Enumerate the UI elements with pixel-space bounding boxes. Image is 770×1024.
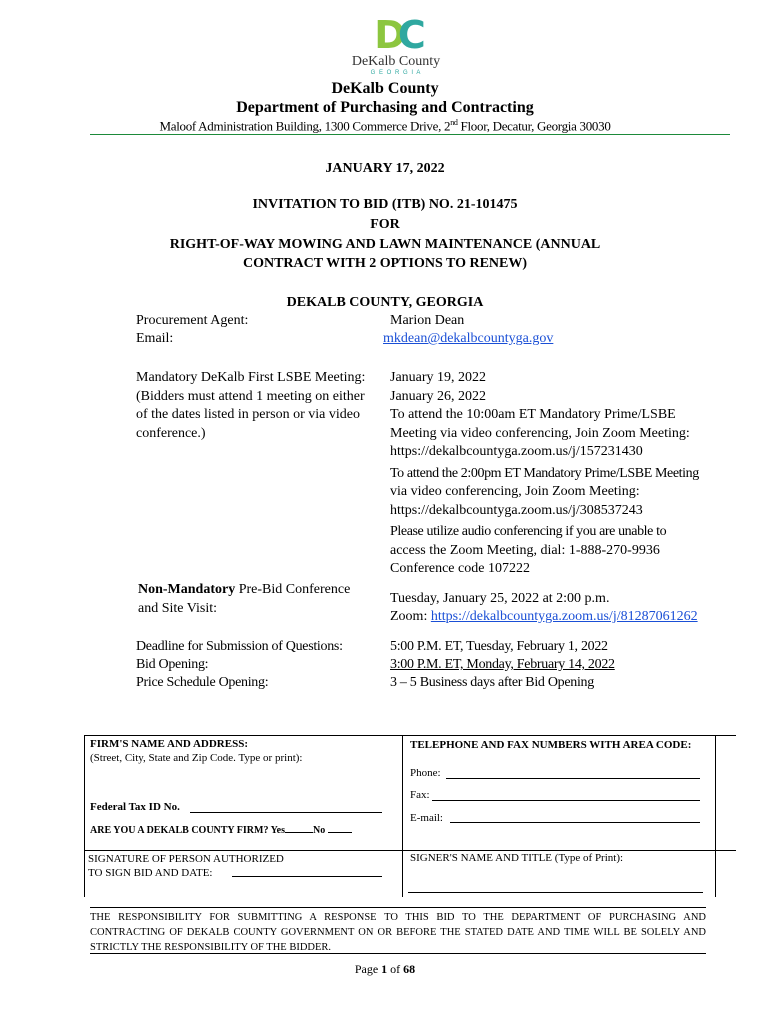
header-rule — [90, 134, 730, 135]
lsbe-detail-line: Please utilize audio conferencing if you are unable to — [390, 524, 667, 539]
lsbe-zoom-url: https://dekalbcountyga.zoom.us/j/157231430 — [390, 444, 643, 459]
address-superscript: nd — [450, 118, 458, 127]
page-of: of — [387, 962, 404, 976]
deadline-label: Deadline for Submission of Questions: — [136, 639, 343, 654]
prebid-label-line2: and Site Visit: — [138, 601, 218, 616]
deadline-value: 3 – 5 Business days after Bid Opening — [390, 675, 594, 690]
signature-label-line: SIGNATURE OF PERSON AUTHORIZED — [88, 853, 284, 865]
firm-name-title: FIRM'S NAME AND ADDRESS: — [90, 738, 248, 750]
prebid-label — [138, 580, 350, 618]
deadline-label: Price Schedule Opening: — [136, 675, 269, 690]
issue-date: JANUARY 17, 2022 — [325, 161, 445, 176]
agent-label: Procurement Agent: — [136, 313, 249, 328]
dekalb-firm-label: ARE YOU A DEKALB COUNTY FIRM? Yes — [90, 825, 286, 836]
responsibility-notice: THE RESPONSIBILITY FOR SUBMITTING A RESPONSE TO THIS BID TO THE DEPARTMENT OF PURCHASING AND CONTRACTING OF DEKALB COUNTY GOVERNMENT ON OR BEFORE THE STATED DATE AND TIME WILL BE SOLELY AND STRICTLY THE RESPONSIBILITY OF THE BIDDER. — [90, 912, 706, 953]
logo-county-name: DeKalb County — [351, 54, 441, 69]
signature-field[interactable] — [232, 876, 382, 877]
lsbe-date: January 19, 2022 — [390, 370, 487, 385]
fax-field[interactable] — [432, 800, 700, 801]
lsbe-detail-line: via video conferencing, Join Zoom Meeting: — [390, 484, 640, 499]
deadline-value: 5:00 P.M. ET, Tuesday, February 1, 2022 — [390, 639, 608, 654]
deadline-value: 3:00 P.M. ET, Monday, February 14, 2022 — [390, 657, 615, 672]
department-name: Department of Purchasing and Contracting — [236, 99, 534, 116]
prebid-label-bold: Non-Mandatory — [138, 582, 236, 597]
page-total: 68 — [403, 962, 416, 976]
address-text: Maloof Administration Building, 1300 Commerce Drive, 2 — [159, 118, 451, 134]
tax-id-label: Federal Tax ID No. — [90, 801, 180, 813]
signer-name-field[interactable] — [408, 892, 703, 893]
lsbe-label-line: Mandatory DeKalb First LSBE Meeting: — [136, 370, 366, 385]
logo-state-name: G E O R G I A — [370, 70, 422, 76]
lsbe-detail-line: access the Zoom Meeting, dial: 1-888-270-9936 — [390, 542, 660, 558]
email-field-label: E-mail: — [410, 812, 443, 824]
notice-bottom-rule — [90, 953, 706, 954]
department-address — [0, 118, 770, 134]
lsbe-label-line: of the dates listed in person or via video — [136, 407, 360, 422]
org-name: DeKalb County — [331, 80, 439, 97]
form-right-border — [715, 735, 716, 897]
itb-title-line1: RIGHT-OF-WAY MOWING AND LAWN MAINTENANCE (ANNUAL — [169, 237, 601, 252]
form-row-divider — [84, 850, 736, 851]
lsbe-label-line: (Bidders must attend 1 meeting on either — [136, 388, 365, 404]
lsbe-conference-code: Conference code 107222 — [390, 561, 530, 576]
notice-top-rule — [90, 907, 706, 908]
lsbe-date: January 26, 2022 — [390, 388, 487, 404]
dekalb-firm-question — [90, 823, 352, 836]
deadline-values — [390, 638, 615, 692]
email-field[interactable] — [450, 822, 700, 823]
form-middle-border — [402, 735, 403, 897]
address-text-end: Floor, Decatur, Georgia 30030 — [457, 118, 611, 134]
lsbe-detail-line: To attend the 2:00pm ET Mandatory Prime/LSBE Meeting — [390, 465, 699, 481]
itb-title-line2: CONTRACT WITH 2 OPTIONS TO RENEW) — [242, 256, 528, 271]
fax-label: Fax: — [410, 789, 430, 801]
phone-label: Phone: — [410, 767, 441, 779]
lsbe-detail-line: Meeting via video conferencing, Join Zoom Meeting: — [390, 425, 690, 441]
prebid-zoom-link[interactable]: https://dekalbcountyga.zoom.us/j/81287061262 — [430, 609, 698, 624]
logo-letter-c: C — [397, 13, 418, 57]
itb-location: DEKALB COUNTY, GEORGIA — [286, 295, 484, 310]
form-left-border — [84, 735, 85, 897]
signature-label-line: TO SIGN BID AND DATE: — [88, 867, 213, 879]
agent-email-link[interactable]: mkdean@dekalbcountyga.gov — [383, 331, 554, 346]
phone-field[interactable] — [446, 778, 700, 779]
page-label: Page — [354, 962, 382, 976]
dekalb-no-label: No — [313, 825, 326, 836]
dekalb-no-field[interactable] — [328, 823, 352, 833]
lsbe-label — [136, 369, 365, 443]
lsbe-detail-line: To attend the 10:00am ET Mandatory Prime/LSBE — [390, 407, 676, 422]
agent-name: Marion Dean — [390, 313, 465, 328]
phone-fax-title: TELEPHONE AND FAX NUMBERS WITH AREA CODE: — [410, 739, 692, 751]
prebid-zoom — [390, 609, 698, 625]
lsbe-label-line: conference.) — [136, 425, 206, 441]
page-current: 1 — [381, 962, 388, 976]
dekalb-yes-field[interactable] — [285, 823, 313, 833]
prebid-zoom-label: Zoom: — [390, 609, 431, 624]
lsbe-details — [390, 369, 750, 579]
prebid-label-text: Pre-Bid Conference — [235, 582, 351, 597]
tax-id-field[interactable] — [190, 812, 382, 813]
logo-letter-d: D — [374, 13, 398, 57]
email-label: Email: — [136, 331, 174, 346]
page-number — [0, 962, 770, 977]
prebid-date: Tuesday, January 25, 2022 at 2:00 p.m. — [390, 591, 610, 606]
dc-logo-mark — [340, 13, 452, 57]
deadline-label: Bid Opening: — [136, 657, 209, 672]
lsbe-zoom-url: https://dekalbcountyga.zoom.us/j/308537243 — [390, 502, 643, 518]
form-top-border — [84, 735, 736, 736]
signer-name-label: SIGNER'S NAME AND TITLE (Type of Print): — [410, 852, 624, 864]
deadline-labels — [136, 638, 343, 692]
county-logo — [340, 13, 452, 78]
firm-name-subtitle: (Street, City, State and Zip Code. Type or print): — [90, 752, 303, 764]
itb-for: FOR — [370, 217, 400, 232]
itb-number: INVITATION TO BID (ITB) NO. 21-101475 — [252, 197, 518, 212]
